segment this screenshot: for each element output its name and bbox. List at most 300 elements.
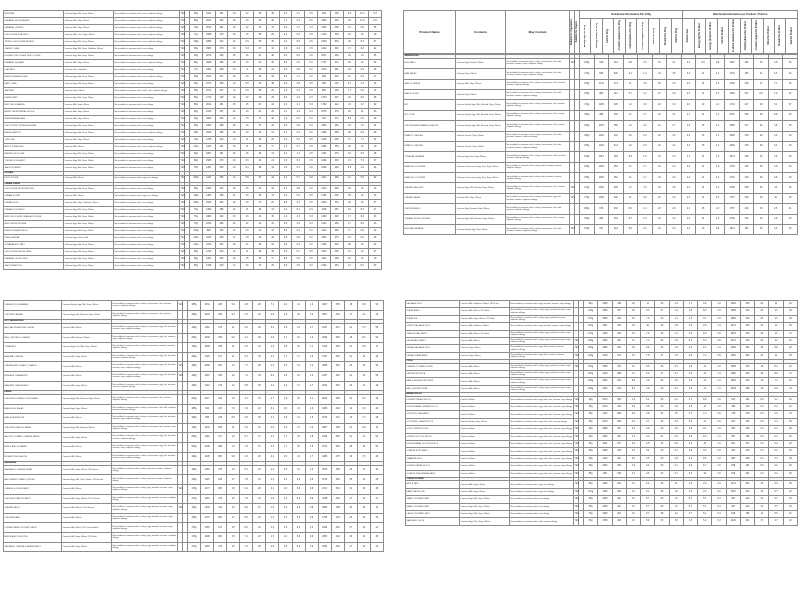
nutrition-value: 18 bbox=[754, 162, 769, 172]
nutrition-value: 24 bbox=[783, 301, 797, 308]
table-row bbox=[4, 404, 384, 414]
nutrition-value: 26 bbox=[655, 337, 669, 344]
nutrition-value: 1150 bbox=[317, 235, 330, 242]
nutrition-value: 1515 bbox=[725, 58, 740, 68]
contents: Contains Wheat bbox=[460, 396, 510, 403]
nutrition-value: 13 bbox=[228, 165, 241, 172]
nutrition-value: 3.6 bbox=[626, 411, 640, 418]
nutrition-value: 52 bbox=[370, 301, 383, 311]
nutrition-value: 477 bbox=[739, 121, 754, 131]
nutrition-value: 42 bbox=[783, 337, 797, 344]
nutrition-value: 25 bbox=[253, 381, 266, 391]
nutrition-value: 46 bbox=[253, 151, 266, 158]
product-name: CHICKEN & GREEN OLIVE SALAD bbox=[4, 394, 62, 404]
table-row bbox=[4, 60, 382, 67]
nutrition-value: 4.8 bbox=[768, 121, 783, 131]
nutrition-value: 2.1 bbox=[681, 152, 696, 162]
nutrition-value: 400 bbox=[739, 152, 754, 162]
nutrition-value: 2.0 bbox=[681, 162, 696, 172]
may-contain: Not suitable for someone with a nuts allergy. bbox=[114, 165, 180, 172]
nutrition-value: 515 bbox=[331, 352, 344, 362]
nutrition-value: 147 bbox=[740, 441, 754, 448]
nutrition-value: 379 bbox=[215, 158, 228, 165]
nutrition-value: 42 bbox=[655, 470, 669, 477]
nutrition-value: 26 bbox=[783, 441, 797, 448]
nutrition-value: 1140 bbox=[201, 381, 214, 391]
product-name: 6 LARGE SOFT BAPS bbox=[406, 448, 460, 455]
nutrition-value: 55g bbox=[190, 88, 203, 95]
nutrition-value: 13 bbox=[266, 193, 279, 200]
nutrition-value: 1400 bbox=[726, 301, 740, 308]
nutrition-value: 44 bbox=[266, 102, 279, 109]
nutrition-value: 3.2 bbox=[768, 131, 783, 141]
nutrition-value: 445 bbox=[330, 123, 343, 130]
nutrition-value: 209 bbox=[740, 455, 754, 462]
nutrition-value: 22 bbox=[253, 310, 266, 320]
nutrition-value: 18 bbox=[344, 333, 357, 343]
vegetarian-flag: YES bbox=[574, 337, 579, 344]
table-row bbox=[406, 503, 798, 510]
nutrition-value: 9.8 bbox=[356, 130, 369, 137]
nutrition-value: 4.5 bbox=[240, 343, 253, 353]
nutrition-value: 15 bbox=[669, 411, 683, 418]
nutrition-value: 244 bbox=[609, 141, 624, 151]
may-contain: Not suitable for someone with a nuts allergy. bbox=[114, 158, 180, 165]
product-name: LARGE CUSTARD TART bbox=[406, 511, 460, 518]
nutrition-value: 13 bbox=[266, 207, 279, 214]
nutrition-value: 0.2 bbox=[769, 404, 783, 411]
nutrition-value: 4.6 bbox=[292, 95, 305, 102]
may-contain: Not suitable for someone with a celery, egg, mustard, sesame, soya, sulphites allergy. bbox=[112, 485, 178, 495]
nutrition-value: 18 bbox=[344, 301, 357, 311]
nutrition-value: 60g bbox=[190, 151, 203, 158]
nutrition-value: 3.6 bbox=[266, 442, 279, 452]
nutrition-value: 2022 bbox=[202, 18, 215, 25]
nutrition-value: 1022 bbox=[598, 385, 612, 392]
nutrition-value: 6.1 bbox=[241, 165, 254, 172]
nutrition-value: 1046 bbox=[598, 337, 612, 344]
nutrition-value: 256 bbox=[612, 448, 626, 455]
table-row bbox=[404, 58, 798, 68]
nutrition-value: 7.4 bbox=[357, 414, 370, 424]
nutrition-value: 298 bbox=[330, 186, 343, 193]
nutrition-value: 2.3 bbox=[626, 426, 640, 433]
nutrition-value: 1673 bbox=[318, 475, 331, 485]
nutrition-value: 380 bbox=[330, 25, 343, 32]
nutrition-value: 297 bbox=[612, 481, 626, 488]
nutrition-value: 1.2 bbox=[669, 308, 683, 315]
may-contain: Not suitable for someone with a celery, egg, mustard, sesame, soya, sulphites allergy. bbox=[510, 330, 574, 337]
table-row bbox=[4, 362, 384, 372]
nutrition-value: 1780 bbox=[598, 518, 612, 525]
nutrition-value: 461 bbox=[215, 11, 228, 18]
nutrition-value: 330 bbox=[215, 165, 228, 172]
nutrition-value: 5.6 bbox=[641, 363, 655, 370]
nutrition-value: 1.8 bbox=[305, 433, 318, 443]
contents: Contains Egg, Milk, Soya, Wheat bbox=[64, 263, 114, 270]
nutrition-value: 1236 bbox=[201, 442, 214, 452]
nutrition-value: 0.8 bbox=[305, 485, 318, 495]
nutrition-value: 17 bbox=[343, 228, 356, 235]
nutrition-value: 480 bbox=[215, 60, 228, 67]
nutrition-value: 5.8 bbox=[240, 381, 253, 391]
nutrition-value: 1188 bbox=[598, 488, 612, 495]
nutrition-value: 9.6 bbox=[356, 74, 369, 81]
nutrition-value: 9.5 bbox=[623, 225, 638, 235]
nutrition-value: 200g bbox=[188, 394, 201, 404]
nutrition-value: 0.3 bbox=[305, 221, 318, 228]
nutrition-value: 11 bbox=[228, 175, 241, 182]
may-contain: Not suitable for someone with a celery, crustaceans, fish, sesame, sulphites allergy. bbox=[112, 310, 178, 320]
contents: Contains Milk, Wheat, 20% Beef bbox=[460, 308, 510, 315]
nutrition-value: 253 bbox=[612, 396, 626, 403]
nutrition-value: 32 bbox=[369, 88, 382, 95]
may-contain: Not suitable for someone with a celery, egg, mustard, sesame, sulphites allergy. bbox=[510, 315, 574, 322]
nutrition-value: 17 bbox=[266, 256, 279, 263]
product-name: STEAK BAKE bbox=[406, 308, 460, 315]
nutrition-value: 13 bbox=[241, 109, 254, 116]
product-name: CHICKEN MAYONNAISE & BACON bbox=[404, 121, 456, 131]
nutrition-value: 1062 bbox=[594, 173, 609, 183]
nutrition-value: 10 bbox=[698, 470, 712, 477]
table-row bbox=[404, 79, 798, 89]
nutrition-value: 0.9 bbox=[712, 308, 726, 315]
nutrition-value: 430 bbox=[215, 116, 228, 123]
nutrition-value: 16 bbox=[292, 333, 305, 343]
contents: Contains Milk, Wheat bbox=[62, 442, 112, 452]
nutrition-value: 1.8 bbox=[279, 414, 292, 424]
nutrition-value: 28 bbox=[655, 511, 669, 518]
nutrition-value: 18 bbox=[343, 67, 356, 74]
contents: Contains Egg, Milk, Mustard, Soya, Wheat bbox=[456, 214, 506, 224]
vegetarian-flag: YES bbox=[574, 433, 579, 440]
nutrition-value: 31 bbox=[266, 221, 279, 228]
section-title: CONFECTIONERY bbox=[406, 477, 460, 481]
product-name: PAIN AU CHOCOLAT bbox=[4, 151, 64, 158]
header-contents: Contents bbox=[456, 11, 506, 54]
nutrition-value: 918 bbox=[594, 58, 609, 68]
nutrition-value: 46 bbox=[253, 137, 266, 144]
table-row bbox=[406, 426, 798, 433]
nutrition-value: 17 bbox=[343, 214, 356, 221]
nutrition-value: 336 bbox=[330, 175, 343, 182]
nutrition-value: 12 bbox=[623, 100, 638, 110]
nutrition-value: 0.5 bbox=[305, 158, 318, 165]
nutrition-value: 1952 bbox=[318, 542, 331, 552]
document-page-1 bbox=[3, 10, 381, 289]
nutrition-value: 17 bbox=[754, 79, 769, 89]
nutrition-value: 19 bbox=[266, 165, 279, 172]
may-contain: Not suitable for someone with a nuts, sulphites allergy. bbox=[114, 25, 180, 32]
nutrition-value: 1752 bbox=[725, 162, 740, 172]
nutrition-value: 4.6 bbox=[641, 385, 655, 392]
nutrition-value: 2034 bbox=[318, 394, 331, 404]
nutrition-value: 42 bbox=[783, 363, 797, 370]
nutrition-value: 21 bbox=[652, 121, 667, 131]
may-contain: Not suitable for someone with a nuts allergy. bbox=[114, 249, 180, 256]
contents: Contains Milk, Soya, Wheat bbox=[64, 109, 114, 116]
contents: Contains Egg, Milk, Soya, Wheat bbox=[64, 207, 114, 214]
nutrition-value: 19 bbox=[228, 81, 241, 88]
nutrition-value: 1001 bbox=[598, 441, 612, 448]
nutrition-value: 2.3 bbox=[768, 69, 783, 79]
contents: Contains Milk, Wheat bbox=[62, 414, 112, 424]
may-contain: Not suitable for someone with a celery, crustaceans, egg, fish, mustard, sesame, soya, sulphites allergy. bbox=[112, 371, 178, 381]
nutrition-value: 110g bbox=[190, 144, 203, 151]
nutrition-value: 27 bbox=[655, 352, 669, 359]
nutrition-value: 14 bbox=[626, 503, 640, 510]
table-row bbox=[406, 411, 798, 418]
may-contain: Not suitable for someone with a nuts allergy. bbox=[114, 137, 180, 144]
nutrition-value: 5.0 bbox=[769, 511, 783, 518]
product-name: CHICKEN & BACON PASTY bbox=[4, 494, 62, 504]
product-name: STRAWBERRY TART bbox=[4, 242, 64, 249]
nutrition-value: 1.0 bbox=[712, 418, 726, 425]
nutrition-value: 2.5 bbox=[683, 433, 697, 440]
product-name: BRIE AND CRANBERRY bbox=[4, 371, 62, 381]
nutrition-value: 0.6 bbox=[279, 95, 292, 102]
nutrition-value: 243 bbox=[214, 394, 227, 404]
nutrition-value: 910 bbox=[201, 404, 214, 414]
nutrition-value: 4.3 bbox=[292, 18, 305, 25]
may-contain: Not suitable for someone with a nuts, sulphites allergy. bbox=[114, 144, 180, 151]
nutrition-value: 11 bbox=[241, 144, 254, 151]
nutrition-value: 222 bbox=[740, 496, 754, 503]
may-contain: Not suitable for someone with a celery, crustaceans, fish, milk, mustard, sesame, soya, sulphites allergy. bbox=[506, 58, 570, 68]
nutrition-value: 11 bbox=[754, 69, 769, 79]
may-contain: Not suitable for someone with a egg, milk, nuts, sesame, soya allergy. bbox=[510, 396, 574, 403]
nutrition-value: 22 bbox=[228, 109, 241, 116]
nutrition-value: 1.2 bbox=[305, 362, 318, 372]
nutrition-value: 40g bbox=[190, 116, 203, 123]
product-name: JAM DOUGHNUT bbox=[4, 165, 64, 172]
product-name: 4 WHITE SCOTCH ROLLS bbox=[406, 433, 460, 440]
nutrition-value: 59 bbox=[253, 88, 266, 95]
nutrition-value: 1002 bbox=[598, 378, 612, 385]
nutrition-value: 0.2 bbox=[712, 488, 726, 495]
nutrition-value: 808 bbox=[202, 228, 215, 235]
nutrition-value: 14 bbox=[669, 503, 683, 510]
contents: Contains Milk, Sulphites, Wheat, 28% Pork bbox=[460, 301, 510, 308]
section-title: SAUSAGES bbox=[4, 462, 62, 466]
vegetarian-flag: YES bbox=[574, 352, 579, 359]
nutrition-value: 39 bbox=[783, 315, 797, 322]
nutrition-value: 60g bbox=[584, 426, 598, 433]
nutrition-value: 45 bbox=[266, 60, 279, 67]
nutrition-value: 312 bbox=[740, 488, 754, 495]
nutrition-value: 100g bbox=[584, 323, 598, 330]
nutrition-value: 2.5 bbox=[266, 310, 279, 320]
nutrition-value: 1085 bbox=[201, 343, 214, 353]
nutrition-value: 0.2 bbox=[769, 433, 783, 440]
nutrition-value: 9.3 bbox=[227, 310, 240, 320]
nutrition-value: 1.1 bbox=[712, 345, 726, 352]
nutrition-value: 12 bbox=[626, 371, 640, 378]
nutrition-value: 14 bbox=[228, 116, 241, 123]
nutrition-value: 38 bbox=[266, 81, 279, 88]
may-contain: Not suitable for someone with a nuts, sulphites allergy. bbox=[114, 60, 180, 67]
nutrition-value: 11 bbox=[356, 109, 369, 116]
nutrition-value: 24 bbox=[228, 137, 241, 144]
section-title: PIZZA bbox=[406, 360, 460, 364]
nutrition-value: 170g bbox=[580, 100, 595, 110]
nutrition-value: 170g bbox=[188, 523, 201, 533]
nutrition-value: 11 bbox=[357, 381, 370, 391]
nutrition-value: 0.8 bbox=[755, 396, 769, 403]
product-name: CHEESE & ONION PASTY bbox=[4, 485, 62, 495]
may-contain: Not suitable for someone with a celery, crustaceans, egg, fish, mustard, sesame, soya, sulphites allergy. bbox=[112, 362, 178, 372]
nutrition-value: 1105 bbox=[598, 330, 612, 337]
nutrition-value: 37 bbox=[253, 200, 266, 207]
nutrition-value: 1115 bbox=[201, 475, 214, 485]
nutrition-value: 1.1 bbox=[710, 141, 725, 151]
nutrition-value: 1.6 bbox=[305, 352, 318, 362]
may-contain: Not suitable for someone with a celery, crustaceans, fish, sesame, sulphites allergy. bbox=[112, 394, 178, 404]
nutrition-value: 0.9 bbox=[755, 433, 769, 440]
nutrition-value: 1260 bbox=[201, 362, 214, 372]
nutrition-value: 542 bbox=[331, 362, 344, 372]
vegetarian-flag: YES bbox=[180, 67, 185, 74]
nutrition-value: 1046 bbox=[201, 333, 214, 343]
nutrition-value: 50 bbox=[370, 362, 383, 372]
nutrition-value: 27 bbox=[344, 523, 357, 533]
nutrition-value: 20 bbox=[228, 130, 241, 137]
nutrition-value: 22 bbox=[253, 423, 266, 433]
nutrition-value: 1.6 bbox=[279, 193, 292, 200]
nutrition-value: 362 bbox=[739, 58, 754, 68]
nutrition-value: 13 bbox=[241, 200, 254, 207]
nutrition-table bbox=[405, 300, 798, 526]
table-row bbox=[404, 173, 798, 183]
nutrition-value: 1082 bbox=[598, 448, 612, 455]
nutrition-value: 14 bbox=[626, 496, 640, 503]
nutrition-value: 23 bbox=[228, 214, 241, 221]
nutrition-value: 155g bbox=[580, 89, 595, 99]
nutrition-value: 16 bbox=[241, 18, 254, 25]
nutrition-value: 1004 bbox=[201, 310, 214, 320]
nutrition-value: 366 bbox=[740, 385, 754, 392]
may-contain: Not suitable for someone with a celery, crustaceans, fish, milk, mustard, sesame, sulphites allergy. bbox=[112, 404, 178, 414]
product-name: SMALL CUSTARD TART bbox=[406, 503, 460, 510]
nutrition-value: 95g bbox=[190, 186, 203, 193]
nutrition-value: 25 bbox=[228, 60, 241, 67]
nutrition-value: 49 bbox=[655, 426, 669, 433]
column-header: Carbohydrates Per 100g bbox=[625, 19, 636, 54]
table-row bbox=[4, 533, 384, 543]
nutrition-value: 0.3 bbox=[641, 433, 655, 440]
nutrition-value: 9.6 bbox=[356, 151, 369, 158]
product-name: 4 FRUITED TEACAKES bbox=[406, 411, 460, 418]
product-name: CHICKEN & BACON SALAD bbox=[4, 423, 62, 433]
nutrition-value: 1.0 bbox=[712, 396, 726, 403]
nutrition-value: 6.1 bbox=[683, 441, 697, 448]
nutrition-value: 150g bbox=[190, 228, 203, 235]
nutrition-value: 219 bbox=[609, 58, 624, 68]
nutrition-value: 1.5 bbox=[279, 504, 292, 514]
nutrition-value: 273 bbox=[609, 79, 624, 89]
contents: Contains Egg, Soya, Wheat bbox=[62, 404, 112, 414]
nutrition-value: 3.1 bbox=[266, 404, 279, 414]
nutrition-value: 44 bbox=[370, 404, 383, 414]
contents: Contains Peanut, Soya, Wheat bbox=[456, 131, 506, 141]
contents: Contains Egg, Fish, Soya, Wheat bbox=[456, 152, 506, 162]
nutrition-value: 9.9 bbox=[623, 152, 638, 162]
nutrition-value: 23 bbox=[253, 394, 266, 404]
nutrition-value: 30 bbox=[266, 214, 279, 221]
nutrition-value: 40 bbox=[253, 130, 266, 137]
nutrition-value: 1961 bbox=[202, 67, 215, 74]
table-row bbox=[4, 116, 382, 123]
table-row bbox=[4, 74, 382, 81]
product-name: CHICKEN BAKE bbox=[4, 513, 62, 523]
table-row bbox=[406, 308, 798, 315]
nutrition-value: 9.0 bbox=[356, 221, 369, 228]
nutrition-value: 33 bbox=[669, 518, 683, 525]
nutrition-value: 4.7 bbox=[292, 25, 305, 32]
nutrition-value: 9.1 bbox=[698, 315, 712, 322]
nutrition-value: 200g bbox=[188, 442, 201, 452]
nutrition-value: 11 bbox=[696, 193, 711, 203]
nutrition-value: 14 bbox=[241, 123, 254, 130]
nutrition-value: 20 bbox=[369, 256, 382, 263]
nutrition-value: 2.7 bbox=[683, 396, 697, 403]
nutrition-value: 25 bbox=[343, 39, 356, 46]
nutrition-value: 261 bbox=[612, 496, 626, 503]
nutrition-value: 33 bbox=[783, 411, 797, 418]
nutrition-value: 21 bbox=[344, 352, 357, 362]
table-row bbox=[404, 162, 798, 172]
nutrition-value: 1.3 bbox=[712, 323, 726, 330]
nutrition-value: 2.8 bbox=[669, 404, 683, 411]
nutrition-value: 18 bbox=[626, 345, 640, 352]
nutrition-value: 49 bbox=[655, 455, 669, 462]
nutrition-value: 865 bbox=[317, 88, 330, 95]
vegetarian-flag: YES bbox=[574, 345, 579, 352]
nutrition-value: 49 bbox=[370, 352, 383, 362]
contents: Contains Egg, Gluten, Milk bbox=[64, 235, 114, 242]
nutrition-value: 2.2 bbox=[669, 396, 683, 403]
nutrition-value: 28 bbox=[266, 109, 279, 116]
nutrition-value: 17 bbox=[292, 352, 305, 362]
nutrition-value: 28 bbox=[655, 363, 669, 370]
nutrition-value: 105 bbox=[330, 11, 343, 18]
nutrition-value: 284 bbox=[612, 488, 626, 495]
nutrition-value: 13 bbox=[357, 542, 370, 552]
vegetarian-flag: YES bbox=[574, 426, 579, 433]
nutrition-value: 18 bbox=[343, 95, 356, 102]
may-contain: Not suitable for someone with a celery, crustaceans, egg, fish, mustard, sesame, soya, sulphites allergy. bbox=[112, 414, 178, 424]
nutrition-value: 290 bbox=[330, 228, 343, 235]
nutrition-value: 0.4 bbox=[305, 60, 318, 67]
nutrition-value: 165g bbox=[580, 152, 595, 162]
may-contain: Not suitable for someone with a egg, mustard, sesame, soya allergy. bbox=[510, 323, 574, 330]
nutrition-value: 9.2 bbox=[240, 485, 253, 495]
vegetarian-flag: YES bbox=[574, 441, 579, 448]
nutrition-value: 7.4 bbox=[698, 352, 712, 359]
nutrition-value: 3.5 bbox=[292, 263, 305, 270]
nutrition-value: 1996 bbox=[725, 121, 740, 131]
nutrition-value: 1045 bbox=[201, 452, 214, 462]
nutrition-value: 6.7 bbox=[769, 488, 783, 495]
nutrition-value: 0.7 bbox=[279, 186, 292, 193]
contents: Contains Wheat bbox=[460, 426, 510, 433]
nutrition-value: 4.1 bbox=[292, 102, 305, 109]
nutrition-value: 19 bbox=[343, 32, 356, 39]
nutrition-value: 1132 bbox=[317, 151, 330, 158]
nutrition-value: 40 bbox=[369, 144, 382, 151]
table-row bbox=[404, 89, 798, 99]
nutrition-value: 7.4 bbox=[240, 371, 253, 381]
